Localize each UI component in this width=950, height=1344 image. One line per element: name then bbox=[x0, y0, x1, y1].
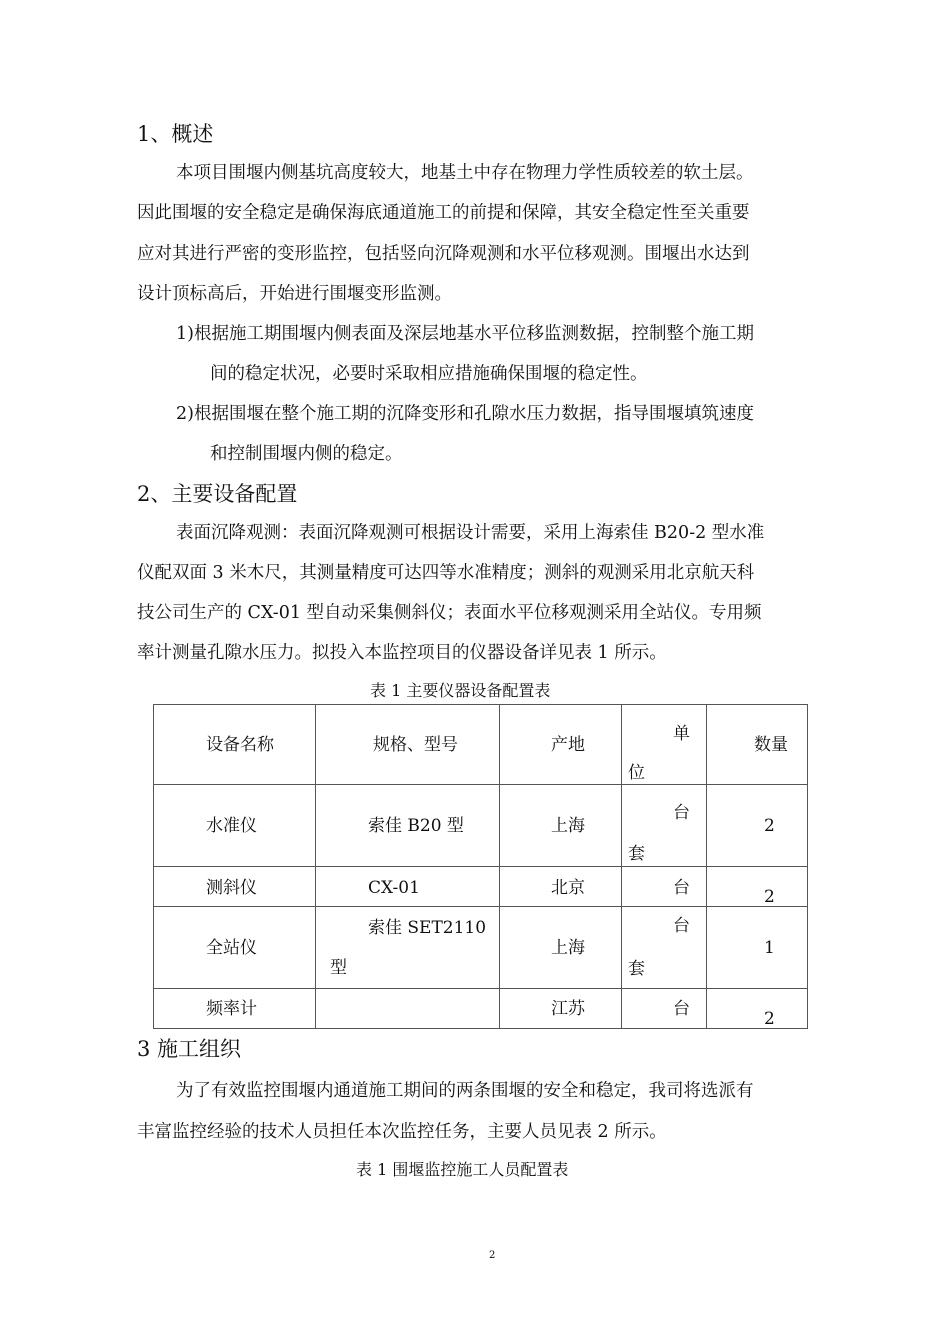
cell-qty: 2 bbox=[764, 1009, 775, 1029]
para-line: 应对其进行严密的变形监控，包括竖向沉降观测和水平位移观测。围堰出水达到 bbox=[137, 244, 750, 264]
para-line: 设计顶标高后，开始进行围堰变形监测。 bbox=[137, 284, 452, 304]
table-row bbox=[154, 989, 808, 1029]
para-line: 本项目围堰内侧基坑高度较大，地基土中存在物理力学性质较差的软土层。 bbox=[176, 163, 754, 183]
para-line: 因此围堰的安全稳定是确保海底通道施工的前提和保障，其安全稳定性至关重要 bbox=[137, 203, 750, 223]
list-item-2-line: 2)根据围堰在整个施工期的沉降变形和孔隙水压力数据，指导围堰填筑速度 bbox=[176, 404, 754, 424]
cell-origin: 上海 bbox=[551, 816, 585, 836]
cell-unit-cont: 套 bbox=[628, 844, 645, 864]
table-1-caption: 表 1 主要仪器设备配置表 bbox=[370, 681, 551, 700]
cell-unit: 台 bbox=[673, 916, 690, 936]
cell-name: 水准仪 bbox=[206, 816, 257, 836]
list-item-1-line: 间的稳定状况，必要时采取相应措施确保围堰的稳定性。 bbox=[210, 364, 648, 384]
page-number: 2 bbox=[489, 1250, 496, 1261]
para-line: 为了有效监控围堰内通道施工期间的两条围堰的安全和稳定，我司将选派有 bbox=[176, 1081, 754, 1101]
cell-qty: 2 bbox=[764, 816, 775, 836]
cell-origin: 上海 bbox=[551, 938, 585, 958]
cell-spec: CX-01 bbox=[368, 878, 420, 898]
cell-spec: 索佳 SET2110 bbox=[368, 918, 487, 938]
header-unit-cont: 位 bbox=[628, 763, 645, 783]
table-row bbox=[154, 785, 808, 867]
equipment-table bbox=[153, 704, 808, 1029]
cell-name: 频率计 bbox=[206, 999, 257, 1019]
header-origin: 产地 bbox=[551, 735, 585, 755]
para-line: 率计测量孔隙水压力。拟投入本监控项目的仪器设备详见表 1 所示。 bbox=[137, 643, 667, 663]
header-name: 设备名称 bbox=[206, 735, 274, 755]
cell-spec-cont: 型 bbox=[330, 958, 347, 978]
cell-unit: 台 bbox=[673, 878, 690, 898]
section-2-heading: 2、主要设备配置 bbox=[137, 482, 298, 506]
table-row bbox=[154, 867, 808, 907]
cell-unit: 台 bbox=[673, 999, 690, 1019]
cell-origin: 江苏 bbox=[551, 999, 585, 1019]
header-spec: 规格、型号 bbox=[373, 735, 458, 755]
para-line: 表面沉降观测：表面沉降观测可根据设计需要，采用上海索佳 B20-2 型水准 bbox=[176, 523, 765, 543]
list-item-2-line: 和控制围堰内侧的稳定。 bbox=[210, 444, 403, 464]
table-header-row bbox=[154, 705, 808, 785]
header-qty: 数量 bbox=[754, 735, 788, 755]
cell-qty: 2 bbox=[764, 887, 775, 907]
table-row bbox=[154, 907, 808, 989]
cell-unit-cont: 套 bbox=[628, 959, 645, 979]
section-1-heading: 1、概述 bbox=[137, 122, 214, 146]
cell-origin: 北京 bbox=[551, 878, 585, 898]
cell-name: 测斜仪 bbox=[206, 878, 257, 898]
cell-name: 全站仪 bbox=[206, 938, 257, 958]
cell-unit: 台 bbox=[673, 803, 690, 823]
para-line: 技公司生产的 CX-01 型自动采集侧斜仪；表面水平位移观测采用全站仪。专用频 bbox=[137, 603, 762, 623]
cell-spec: 索佳 B20 型 bbox=[368, 816, 464, 836]
header-unit: 单 bbox=[673, 724, 690, 744]
table-2-caption: 表 1 围堰监控施工人员配置表 bbox=[356, 1160, 569, 1179]
section-3-heading: 3 施工组织 bbox=[137, 1037, 242, 1061]
para-line: 仪配双面 3 米木尺，其测量精度可达四等水准精度；测斜的观测采用北京航天科 bbox=[137, 563, 755, 583]
cell-qty: 1 bbox=[764, 938, 775, 958]
para-line: 丰富监控经验的技术人员担任本次监控任务，主要人员见表 2 所示。 bbox=[137, 1122, 667, 1142]
list-item-1-line: 1)根据施工期围堰内侧表面及深层地基水平位移监测数据，控制整个施工期 bbox=[176, 324, 754, 344]
